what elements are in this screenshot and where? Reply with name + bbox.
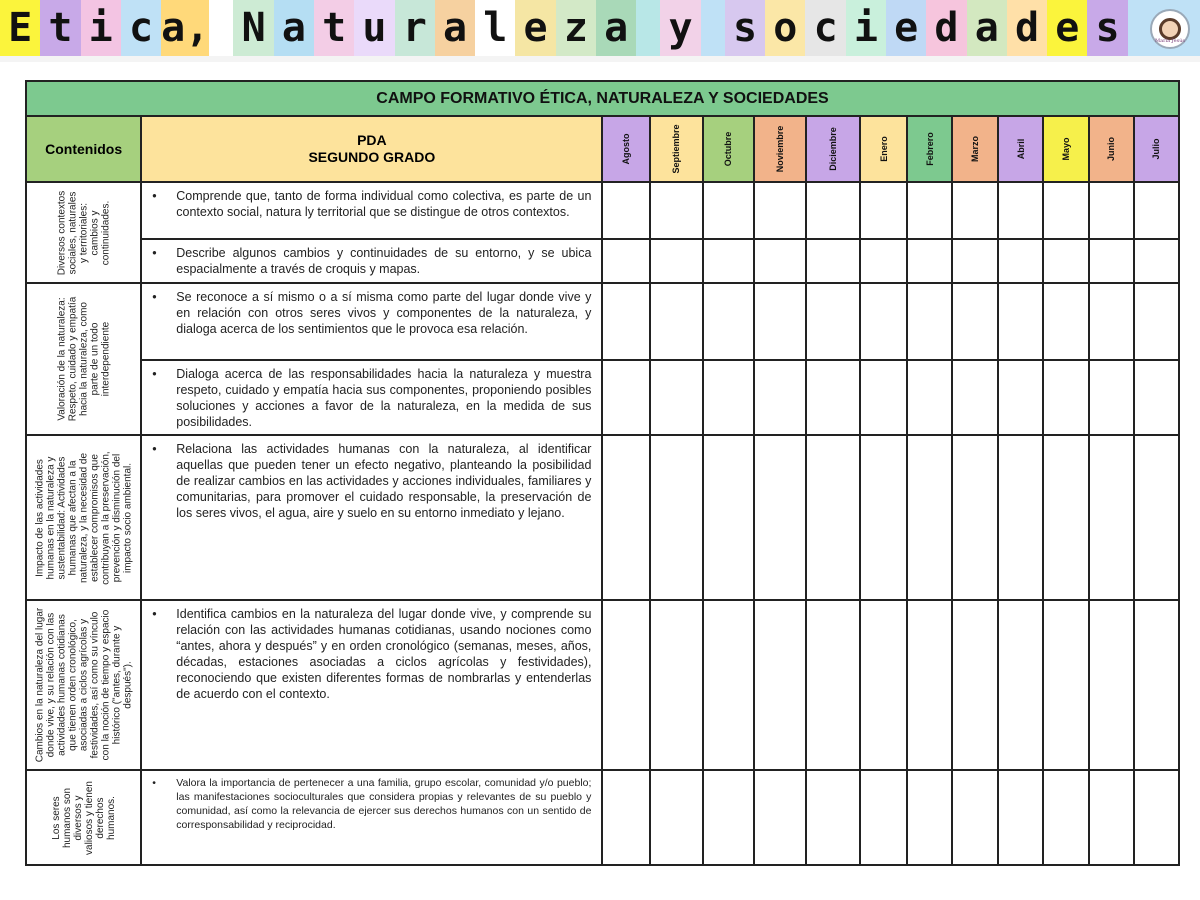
banner-spacer [636,0,660,56]
month-check-cell[interactable] [952,600,998,770]
table-row [26,435,1179,600]
month-check-cell[interactable] [1043,360,1088,435]
month-label: Junio [1106,137,1117,161]
month-check-cell[interactable] [602,360,649,435]
month-check-cell[interactable] [650,239,703,283]
month-check-cell[interactable] [754,182,806,239]
month-check-cell[interactable] [860,435,907,600]
contenido-text: Diversos contextos sociales, naturales y territoriales: cambios y continuidades. [56,190,112,275]
month-check-cell[interactable] [1089,770,1134,865]
month-check-cell[interactable] [1134,239,1179,283]
month-label: Septiembre [671,124,682,174]
month-check-cell[interactable] [703,600,754,770]
contenido-text: Impacto de las actividades humanas en la naturaleza y sustentabilidad: Actividades humanas que afectan a la naturaleza, y la necesidad de establecer compromisos que contribuyan a la preservación, prevención y disminución del impacto socio ambiental. [34,450,134,585]
contenido-cell [26,182,141,283]
pda-header [141,116,602,182]
bullet-icon: • [152,442,157,456]
month-check-cell[interactable] [754,435,806,600]
month-check-cell[interactable] [806,182,860,239]
month-check-cell[interactable] [1043,770,1088,865]
author-logo [1150,9,1190,49]
contenido-text: Cambios en la naturaleza del lugar donde vive, y su relación con las actividades humanas cotidianas que tienen orden cronológico, asociadas a ciclos agrícolas y festividades, así como su vínculo con la noción de tiempo y espacio histórico ("antes, durante y después"). [34,607,134,763]
month-check-cell[interactable] [907,360,952,435]
month-check-cell[interactable] [754,360,806,435]
month-check-cell[interactable] [1134,770,1179,865]
month-label: Marzo [970,135,981,163]
pda-text: Relaciona las actividades humanas con la naturaleza, al identificar aquellas que pueden tener un efecto negativo, planteando la posibilidad de realizar cambios en las actividades y acciones individuales, familiares y comunitarias, para promover el cuidado responsable, la preservación de los seres vivos, el agua, aire y suelo en su entorno inmediato y lejano. [176,442,592,520]
bullet-icon: • [152,246,157,260]
month-check-cell[interactable] [806,435,860,600]
month-check-cell[interactable] [907,600,952,770]
month-check-cell[interactable] [952,182,998,239]
banner-letter: y [660,0,700,56]
banner-letter: e [1047,0,1087,56]
month-check-cell[interactable] [650,182,703,239]
month-header-junio [1089,116,1134,182]
month-check-cell[interactable] [1043,182,1088,239]
pda-cell [141,435,602,600]
month-label: Diciembre [827,127,838,171]
month-check-cell[interactable] [602,182,649,239]
pda-text: Valora la importancia de pertenecer a una familia, grupo escolar, comunidad y/o pueblo; las manifestaciones socioculturales que considera propias y relevantes de su pueblo y comunidad, así como la relevancia de ejercer sus derechos humanos con un sentido de corresponsabilidad y reciprocidad. [176,777,592,831]
month-check-cell[interactable] [650,435,703,600]
month-check-cell[interactable] [650,360,703,435]
banner-divider [0,56,1200,62]
banner-letter: l [475,0,515,56]
banner-spacer [209,0,233,56]
month-check-cell[interactable] [703,182,754,239]
bullet-icon: • [152,290,157,304]
pda-cell [141,360,602,435]
month-check-cell[interactable] [703,435,754,600]
logo-text: María Jesús [1155,38,1185,44]
month-check-cell[interactable] [703,283,754,360]
month-check-cell[interactable] [998,182,1043,239]
month-check-cell[interactable] [860,600,907,770]
month-check-cell[interactable] [650,600,703,770]
banner-letter: o [765,0,805,56]
month-check-cell[interactable] [1089,239,1134,283]
pda-cell [141,600,602,770]
month-check-cell[interactable] [998,239,1043,283]
pda-text: Comprende que, tanto de forma individual como colectiva, es parte de un contexto social, natura ly territorial que se distingue de otros contextos. [176,189,592,219]
month-check-cell[interactable] [806,600,860,770]
month-check-cell[interactable] [650,770,703,865]
banner-spacer [701,0,725,56]
table-row [26,283,1179,360]
banner-letter: r [395,0,435,56]
month-check-cell[interactable] [1043,600,1088,770]
month-check-cell[interactable] [952,239,998,283]
month-check-cell[interactable] [860,360,907,435]
month-header-julio [1134,116,1179,182]
banner-letter: t [314,0,354,56]
table-row [26,182,1179,239]
month-header-enero [860,116,907,182]
month-check-cell[interactable] [860,770,907,865]
month-check-cell[interactable] [1089,360,1134,435]
avatar-icon [1159,18,1181,40]
banner-letter: c [121,0,161,56]
month-check-cell[interactable] [1134,360,1179,435]
contenido-cell [26,770,141,865]
month-check-cell[interactable] [998,600,1043,770]
month-check-cell[interactable] [754,239,806,283]
month-label: Enero [878,136,889,162]
month-check-cell[interactable] [1134,435,1179,600]
banner-letter: d [926,0,966,56]
planning-table [25,80,1180,866]
banner-letter: t [40,0,80,56]
contenido-cell [26,435,141,600]
month-header-noviembre [754,116,806,182]
month-check-cell[interactable] [1134,283,1179,360]
pda-text: Describe algunos cambios y continuidades de su entorno, y se ubica espacialmente a través de croquis y mapas. [176,246,592,276]
banner-letter: i [846,0,886,56]
banner-letter: N [233,0,273,56]
month-check-cell[interactable] [1043,435,1088,600]
month-check-cell[interactable] [907,239,952,283]
month-header-diciembre [806,116,860,182]
pda-text: Se reconoce a sí mismo o a sí misma como parte del lugar donde vive y en relación con otros seres vivos y componentes de la naturaleza, y dialoga acerca de los sentimientos que le provoca esa relación. [176,290,592,336]
month-check-cell[interactable] [602,770,649,865]
contenidos-header: Contenidos [26,116,141,182]
month-check-cell[interactable] [602,600,649,770]
month-check-cell[interactable] [703,239,754,283]
month-check-cell[interactable] [907,182,952,239]
month-check-cell[interactable] [1089,283,1134,360]
pda-cell [141,283,602,360]
contenido-text: Los seres humanos son diversos y valiosos y tienen derechos humanos. [50,780,117,855]
banner-letter: e [886,0,926,56]
bullet-icon: • [152,367,157,381]
month-check-cell[interactable] [602,239,649,283]
banner-letter: c [805,0,845,56]
month-check-cell[interactable] [754,283,806,360]
pda-cell [141,182,602,239]
month-label: Agosto [620,133,631,165]
month-check-cell[interactable] [1089,600,1134,770]
month-check-cell[interactable] [860,182,907,239]
banner-letter: a [596,0,636,56]
month-check-cell[interactable] [907,283,952,360]
table-row [26,600,1179,770]
banner-letter: e [515,0,555,56]
month-check-cell[interactable] [1134,600,1179,770]
month-check-cell[interactable] [754,770,806,865]
month-label: Octubre [723,131,734,167]
contenido-text: Valoración de la naturaleza: Respeto, cuidado y empatía hacia la naturaleza, como parte de un todo interdependiente [56,296,112,422]
banner-letter: s [1087,0,1127,56]
table-row [26,239,1179,283]
month-check-cell[interactable] [952,435,998,600]
month-header-septiembre [650,116,703,182]
month-header-abril [998,116,1043,182]
pda-text: Identifica cambios en la naturaleza del lugar donde vive, y comprende su relación con las actividades humanas cotidianas, usando nociones como “antes, ahora y después” y en orden cronológico (semanas, meses, años, décadas, estaciones asociadas a ciclos agrícolas y festividades), reconociendo que existen diferentes formas de nombrarlas y entenderlas de acuerdo con el contexto. [176,607,592,701]
month-label: Julio [1151,138,1162,160]
month-check-cell[interactable] [998,283,1043,360]
month-check-cell[interactable] [998,360,1043,435]
month-check-cell[interactable] [1043,283,1088,360]
month-check-cell[interactable] [650,283,703,360]
month-check-cell[interactable] [1089,182,1134,239]
banner-letter: d [1007,0,1047,56]
month-header-agosto [602,116,649,182]
bullet-icon: • [152,607,157,621]
contenido-cell [26,283,141,435]
month-label: Abril [1015,138,1026,160]
table-row [26,770,1179,865]
banner-letter: a [435,0,475,56]
month-header-marzo [952,116,998,182]
month-header-mayo [1043,116,1088,182]
contenido-cell [26,600,141,770]
pda-text: Dialoga acerca de las responsabilidades hacia la naturaleza y muestra respeto, cuidado y empatía hacia sus componentes, proponiendo posibles soluciones y acciones a favor de la naturaleza, en la medida de sus posibilidades. [176,367,592,429]
month-check-cell[interactable] [952,770,998,865]
month-check-cell[interactable] [602,435,649,600]
banner-letter: u [354,0,394,56]
month-check-cell[interactable] [1043,239,1088,283]
banner-letter: a [274,0,314,56]
month-check-cell[interactable] [806,239,860,283]
month-header-octubre [703,116,754,182]
month-check-cell[interactable] [602,283,649,360]
month-check-cell[interactable] [860,239,907,283]
month-label: Mayo [1061,137,1072,161]
month-label: Febrero [924,132,935,166]
month-check-cell[interactable] [907,435,952,600]
banner-letter: s [725,0,765,56]
month-check-cell[interactable] [952,360,998,435]
month-check-cell[interactable] [860,283,907,360]
month-check-cell[interactable] [998,435,1043,600]
banner-letter: a, [161,0,209,56]
month-check-cell[interactable] [998,770,1043,865]
bullet-icon: • [152,189,157,203]
month-check-cell[interactable] [1089,435,1134,600]
month-check-cell[interactable] [952,283,998,360]
banner-letter: a [967,0,1007,56]
month-check-cell[interactable] [703,770,754,865]
month-check-cell[interactable] [703,360,754,435]
month-check-cell[interactable] [907,770,952,865]
month-check-cell[interactable] [806,770,860,865]
month-label: Noviembre [774,125,785,173]
month-check-cell[interactable] [806,360,860,435]
month-header-febrero [907,116,952,182]
month-check-cell[interactable] [1134,182,1179,239]
banner-letter: z [556,0,596,56]
bullet-icon: • [152,777,156,789]
pda-cell [141,239,602,283]
banner-letter: i [81,0,121,56]
month-check-cell[interactable] [754,600,806,770]
banner-letter: E [0,0,40,56]
title-banner [0,0,1200,62]
table-row [26,360,1179,435]
pda-cell [141,770,602,865]
month-check-cell[interactable] [806,283,860,360]
table-title: CAMPO FORMATIVO ÉTICA, NATURALEZA Y SOCIEDADES [26,81,1179,116]
pda-header-title: PDA [357,132,387,148]
pda-header-grade: SEGUNDO GRADO [308,149,436,165]
